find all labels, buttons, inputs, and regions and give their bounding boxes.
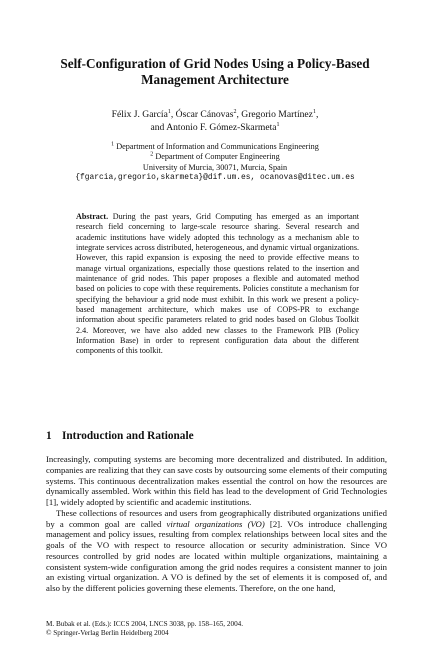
authors-line-2 — [40, 121, 390, 134]
affiliation-marker: 2 — [233, 108, 237, 115]
affiliation-marker: 2 — [150, 151, 154, 158]
paper-title — [40, 56, 390, 88]
italic-term: virtual organizations (VO) — [166, 518, 265, 529]
abstract-text: During the past years, Grid Computing has emerged as an important research field concerning to large-scale resource sharing. Several research and academic institutions have widely adopted this technology as a mechanism able to integrate services across distributed, heterogeneous, and dynamic virtual organizations. However, this rapid expansion is exposing the need to provide effective means to manage virtual organizations, especially those questions related to the insertion and maintenance of grid nodes. This paper proposes a flexible and automated method based on policies to cope with these requirements. Policies constitute a mechanism for specifying the behaviour a grid node must exhibit. In this work we present a policy-based management architecture, which makes use of COPS-PR to exchange information about specific parameters related to grid nodes based on Globus Toolkit 2.4. Moreover, we have also added new classes to the Framework PIB (Policy Information Base) in order to represent configuration data about the different components of this toolkit. — [76, 212, 359, 356]
affiliation-text: Department of Information and Communications Engineering — [116, 142, 319, 151]
affiliation-marker: 1 — [312, 108, 316, 115]
paragraph-1: Increasingly, computing systems are becoming more decentralized and distributed. In addition, companies are realizing that they can save costs by outsourcing some elements of their computing systems. This continuous decentralization makes essential the control on how the resources are dynamically assembled. Work within this field has lead to the development of Grid Technologies [1], widely adopted by scientific and academic institutions. — [46, 454, 387, 507]
paragraph-text: These collections of resources and users from geographically distributed organizations unified by a common goal are called — [46, 507, 387, 529]
title-line-1: Self-Configuration of Grid Nodes Using a Policy-Based — [60, 56, 370, 71]
author-name: and Antonio F. Gómez-Skarmeta — [150, 122, 277, 133]
affiliation-1 — [40, 142, 390, 152]
section-heading — [46, 430, 194, 442]
citation-line: M. Bubak et al. (Eds.): ICCS 2004, LNCS 3038, pp. 158–165, 2004. — [46, 620, 244, 628]
section-title: Introduction and Rationale — [62, 430, 194, 442]
affiliation-text: Department of Computer Engineering — [155, 152, 280, 162]
affiliation-marker: 1 — [276, 121, 280, 128]
author-list — [40, 108, 390, 134]
authors-line-1: Félix J. García$^1$, Óscar Cánovas$^2$, Gregorio Martínez$^1$, — [111, 108, 319, 120]
author-name: Gregorio Martínez — [241, 109, 313, 120]
page-footer — [46, 620, 346, 639]
affiliation-2 — [40, 152, 390, 162]
affiliations — [40, 142, 390, 183]
copyright-line: © Springer-Verlag Berlin Heidelberg 2004 — [46, 629, 169, 638]
paragraph-2 — [46, 508, 387, 594]
abstract — [76, 212, 359, 357]
body-text — [46, 454, 387, 594]
paragraph-text: [2]. VOs introduce challenging management and policy issues, resulting from complex relationships between local sites and the goals of the VO with respect to resource allocation or security administration. Since VO resources controlled by grid nodes are located within multiple organizations, maintaining a consistent system-wide configuration among the grid nodes requires a consistent manner to join an existing virtual organization. A VO is defined by the set of elements it is composed of, and also by the different policies governing these elements. Therefore, on the one hand, — [46, 518, 387, 593]
title-line-2: Management Architecture — [141, 72, 289, 87]
affiliation-address: University of Murcia, 30071, Murcia, Spain — [142, 162, 288, 172]
affiliation-marker: 1 — [111, 141, 115, 148]
section-number: 1 — [46, 430, 52, 442]
affiliation-marker: 1 — [167, 108, 171, 115]
abstract-label: Abstract. — [76, 212, 109, 221]
author-name: Óscar Cánovas — [175, 109, 234, 120]
author-name: Félix J. García — [111, 109, 168, 120]
author-emails: {fgarcia,gregorio,skarmeta}@dif.um.es, ocanovas@ditec.um.es — [75, 172, 355, 182]
